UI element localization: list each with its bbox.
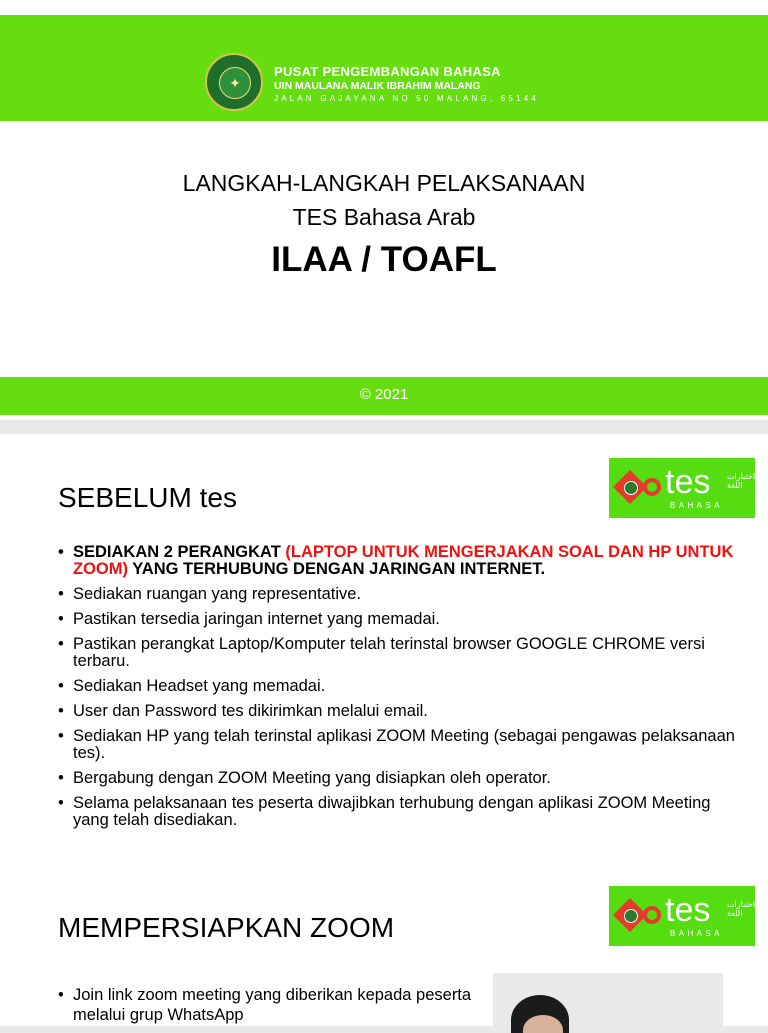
logo-subword: BAHASA (670, 501, 723, 510)
university-logo (205, 53, 263, 111)
item-highlight: (LAPTOP UNTUK MENGERJAKAN SOAL DAN HP UNTUK ZOOM) (73, 543, 734, 578)
logo-emblem (219, 67, 251, 99)
logo-ring-icon (643, 906, 661, 924)
slide-heading: SEBELUM tes (58, 482, 237, 513)
university-name: UIN MAULANA MALIK IBRAHIM MALANG (274, 80, 481, 92)
logo-dot-icon (624, 909, 638, 923)
list-item: • Sediakan ruangan yang representative. (58, 586, 738, 603)
org-name: PUSAT PENGEMBANGAN BAHASA (274, 64, 501, 79)
title-line-1: LANGKAH-LANGKAH PELAKSANAAN (182, 170, 586, 196)
logo-dot-icon (624, 481, 638, 495)
tes-bahasa-logo (609, 886, 755, 946)
before-test-slide (0, 434, 768, 866)
list-item: • Sediakan HP yang telah terinstal aplikasi ZOOM Meeting (sebagai pengawas pelaksanaan tes). (58, 728, 738, 762)
list-item: • Sediakan Headset yang memadai. (58, 678, 738, 695)
slide-heading: MEMPERSIAPKAN ZOOM (58, 912, 395, 943)
list-item: • Bergabung dengan ZOOM Meeting yang disiapkan oleh operator. (58, 770, 738, 787)
logo-ring-icon (643, 478, 661, 496)
copyright-bar: © 2021 (0, 377, 768, 415)
title-line-3: ILAA / TOAFL (271, 240, 497, 279)
tes-bahasa-logo (609, 458, 755, 518)
title-slide (0, 0, 768, 420)
logo-word: tes (665, 891, 711, 929)
logo-arabic-text: اختبارات اللغة (727, 900, 756, 918)
list-item (58, 544, 738, 578)
item-text: YANG TERHUBUNG DENGAN JARINGAN INTERNET. (128, 560, 546, 578)
logo-arabic-text: اختبارات اللغة (727, 472, 756, 490)
zoom-prep-slide (0, 866, 768, 1026)
list-item: • User dan Password tes dikirimkan melalui email. (58, 703, 738, 720)
list-item: • Selama pelaksanaan tes peserta diwajibkan terhubung dengan aplikasi ZOOM Meeting yang telah disediakan. (58, 795, 738, 829)
logo-word: tes (665, 463, 711, 501)
logo-glyph-icon: ✦ (229, 75, 241, 91)
header-banner (0, 15, 768, 121)
checklist (58, 544, 738, 837)
title-line-2: TES Bahasa Arab (292, 204, 476, 230)
address-text: JALAN GAJAYANA NO 50 MALANG, 65144 (274, 94, 540, 103)
person-photo (493, 973, 723, 1033)
list-item: • Join link zoom meeting yang diberikan kepada peserta melalui grup WhatsApp (58, 985, 493, 1025)
list-item: • Pastikan perangkat Laptop/Komputer telah terinstal browser GOOGLE CHROME versi terbaru. (58, 636, 738, 670)
logo-subword: BAHASA (670, 929, 723, 938)
item-text: SEDIAKAN 2 PERANGKAT (73, 543, 286, 561)
list-item: • Pastikan tersedia jaringan internet yang memadai. (58, 611, 738, 628)
